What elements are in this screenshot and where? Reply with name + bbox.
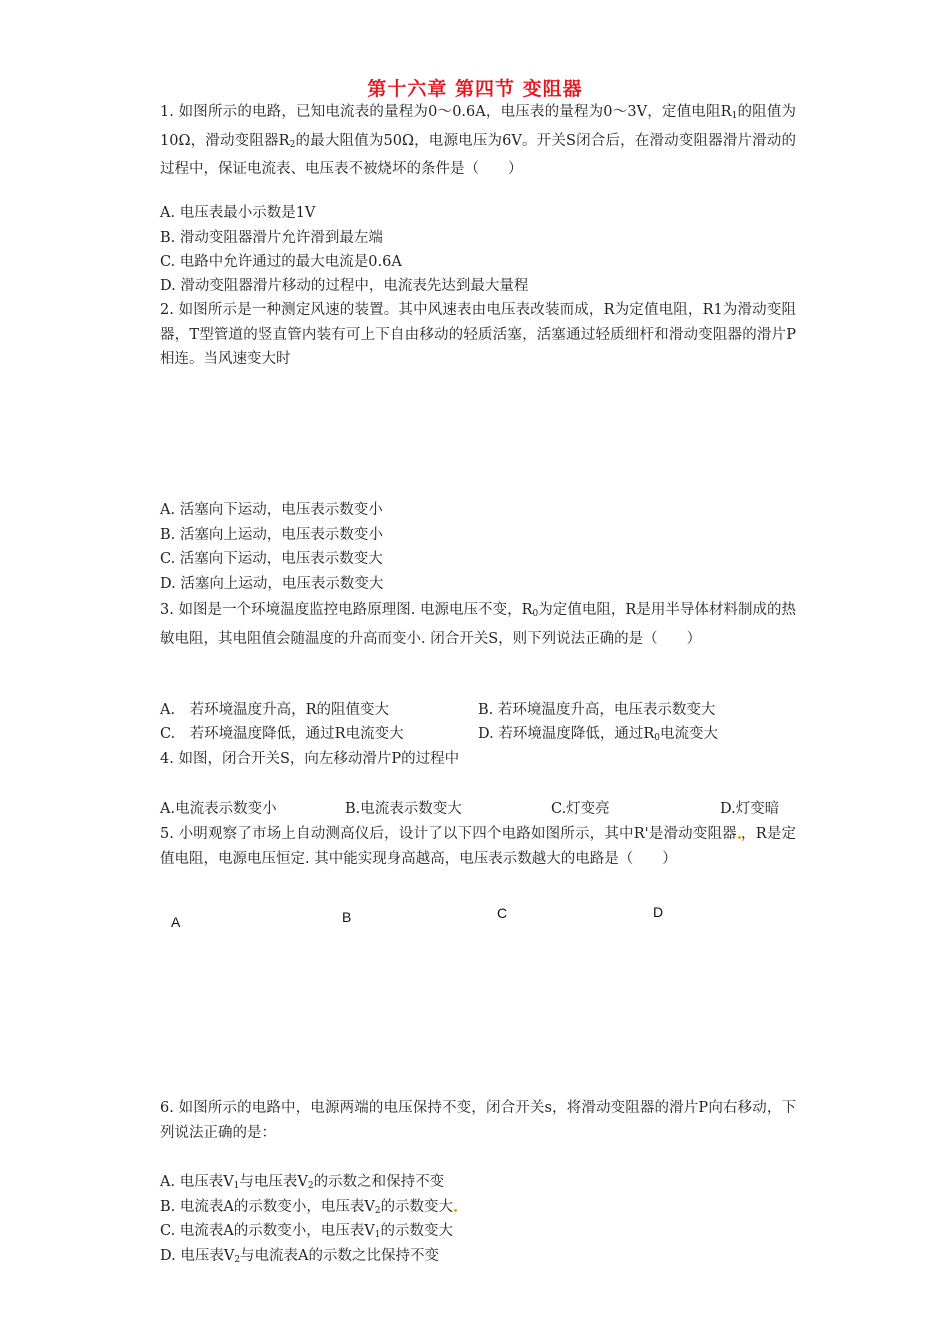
q3-subscript: 0 (654, 733, 660, 743)
q3-option-a: A. 若环境温度升高，R的阻值变大 (160, 702, 389, 718)
q3-option-b: B. 若环境温度升高，电压表示数变大 (478, 702, 716, 718)
q6-option-a-part: 与电压表V (239, 1174, 308, 1190)
question-4-text: 4. 如图，闭合开关S，向左移动滑片P的过程中 (160, 751, 460, 767)
q2-option-c: C. 活塞向下运动，电压表示数变大 (160, 551, 383, 567)
q4-option-c: C.灯变亮 (551, 801, 610, 817)
q2-option-a: A. 活塞向下运动，电压表示数变小 (160, 502, 383, 518)
q2-option-d: D. 活塞向上运动，电压表示数变大 (160, 576, 384, 592)
q6-subscript: 2 (234, 1255, 241, 1265)
q6-option-a-part: 的示数之和保持不变 (313, 1174, 445, 1190)
q1-option-d: D. 滑动变阻器滑片移动的过程中，电流表先达到最大量程 (160, 278, 529, 294)
q1-text-part: 的最大阻值为50Ω，电源电压为6V。开关S闭合后，在滑动变阻器滑片滑动的过程中，保证电流表、电压表不被烧坏的条件是（ ） (160, 132, 796, 177)
question-2-text: 2. 如图所示是一种测定风速的装置。其中风速表由电压表改装而成，R为定值电阻，R1为滑动变阻器，T型管道的竖直管内装有可上下自由移动的轻质活塞，活塞通过轻质细杆和滑动变阻器的滑片P相连。当风速变大时 (160, 302, 796, 367)
question-3-text (160, 598, 796, 651)
q6-option-d-part: 与电流表A的示数之比保持不变 (240, 1248, 440, 1264)
q1-option-c: C. 电路中允许通过的最大电流是0.6A (160, 254, 402, 270)
q4-option-d: D.灯变暗 (720, 801, 780, 817)
q1-option-b: B. 滑动变阻器滑片允许滑到最左端 (160, 230, 383, 246)
yellow-dot-mark (454, 1209, 457, 1212)
q3-option-d-part: 电流变大 (659, 726, 718, 742)
circuit-label-b: B (342, 909, 352, 925)
q3-option-c: C. 若环境温度降低，通过R电流变大 (160, 726, 404, 742)
q6-option-d (160, 1244, 439, 1273)
q6-option-d-part: D. 电压表V (160, 1248, 235, 1264)
q6-subscript: 1 (374, 1230, 381, 1240)
q1-subscript: 2 (289, 139, 296, 150)
question-1-text (160, 100, 796, 182)
q6-subscript: 1 (233, 1181, 240, 1191)
q3-option-d (478, 722, 718, 751)
q6-option-c-part: 的示数变大 (380, 1223, 453, 1239)
q3-option-d-part: D. 若环境温度降低，通过R (478, 726, 655, 742)
circuit-label-d: D (653, 904, 664, 920)
q1-option-a: A. 电压表最小示数是1V (160, 205, 316, 221)
q6-option-c-part: C. 电流表A的示数变小，电压表V (160, 1223, 375, 1239)
circuit-label-a: A (171, 914, 181, 930)
q4-option-a: A.电流表示数变小 (160, 801, 277, 817)
page-title: 第十六章 第四节 变阻器 (367, 78, 583, 100)
q6-option-b-part: B. 电流表A的示数变小，电压表V (160, 1199, 375, 1215)
q6-subscript: 2 (374, 1206, 381, 1216)
q3-text-part: 为定值电阻，R是用半导体材料制成的热敏电阻，其电阻值会随温度的升高而变小. 闭合开关S，则下列说法正确的是（ ） (160, 602, 797, 647)
q5-text-part: 5. 小明观察了市场上自动测高仪后，设计了以下四个电路如图所示，其中R'是滑动变阻器 (160, 826, 737, 842)
q5-text-part: ，R是定值电阻，电源电压恒定. 其中能实现身高越高，电压表示数越大的电路是（ ） (160, 826, 796, 867)
question-5-text (160, 822, 796, 871)
q4-option-b: B.电流表示数变大 (345, 801, 462, 817)
q3-text-part: 3. 如图是一个环境温度监控电路原理图. 电源电压不变，R (160, 602, 533, 618)
q1-text-part: 1. 如图所示的电路，已知电流表的量程为0～0.6A，电压表的量程为0～3V，定值电阻R (160, 104, 732, 120)
q3-subscript: 0 (532, 609, 539, 619)
q2-option-b: B. 活塞向上运动，电压表示数变小 (160, 527, 383, 543)
q6-option-b-part: 的示数变大 (380, 1199, 454, 1215)
circuit-label-c: C (497, 905, 508, 921)
q6-subscript: 2 (307, 1181, 314, 1191)
q1-text-part: 的阻值为10Ω，滑动变阻器R (160, 104, 797, 149)
question-6-text: 6. 如图所示的电路中，电源两端的电压保持不变，闭合开关s，将滑动变阻器的滑片P向右移动，下列说法正确的是： (160, 1100, 796, 1141)
q6-option-a-part: A. 电压表V (160, 1174, 234, 1190)
q1-subscript: 1 (731, 111, 738, 121)
